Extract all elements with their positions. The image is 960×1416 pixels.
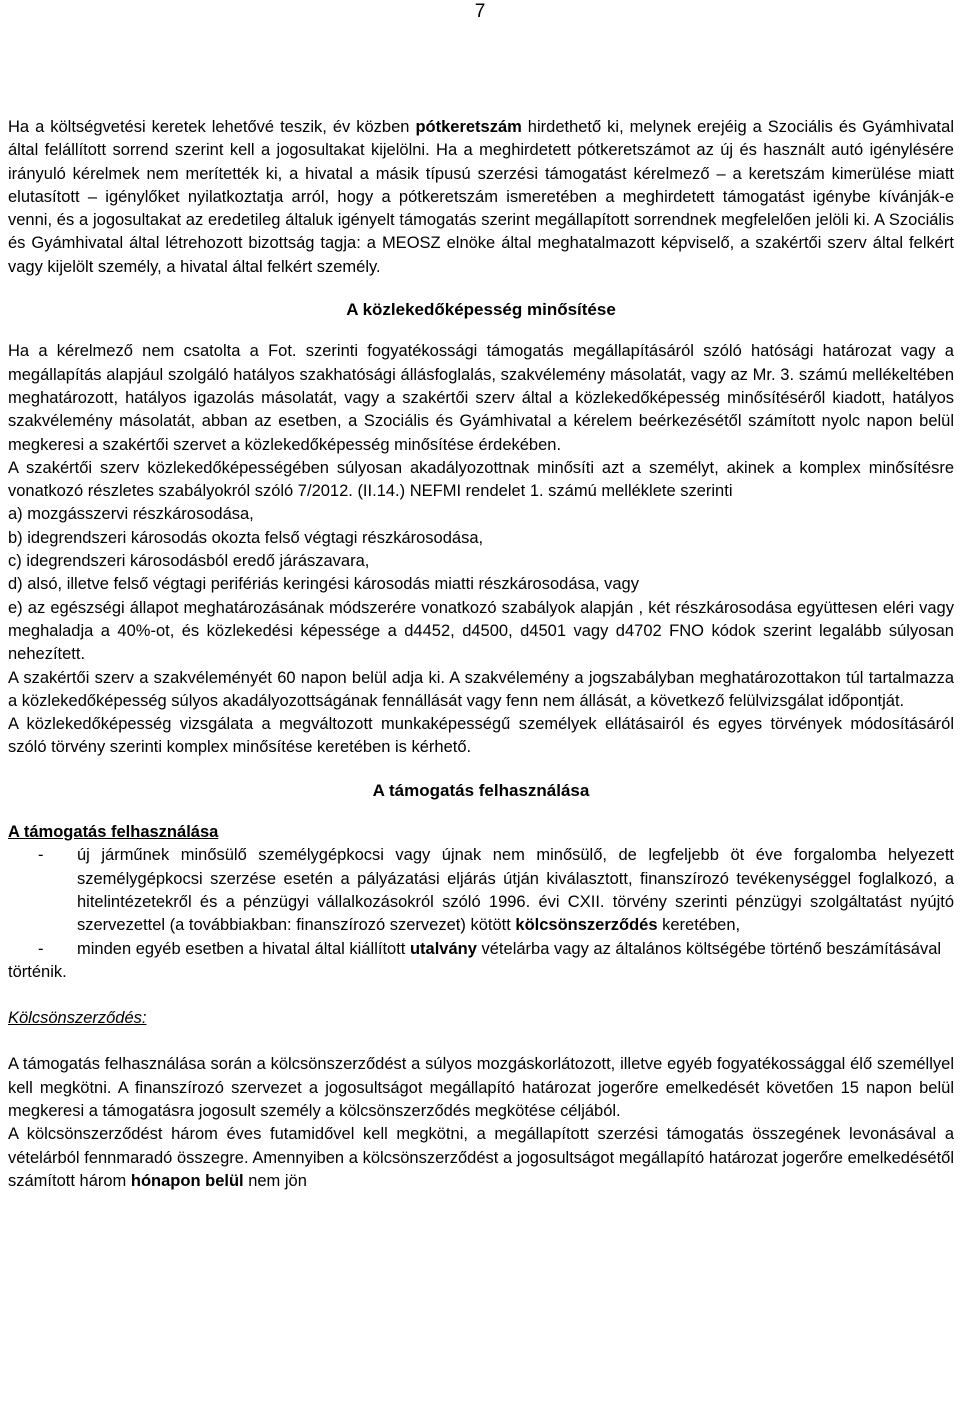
text-run: új járműnek minősülő személygépkocsi vagy újnak nem minősülő, de legfeljebb öt éve forgalomba helyezett személygépkocsi szerzése esetén a pályázatási eljárás útján kiválasztott, finanszírozó tevékenységgel foglalkozó, a hitelintézetekről és a pénzügyi vállalkozásokról szóló 1996. évi CXII. törvény szerinti pénzügyi szolgáltatást nyújtó szervezettel (a továbbiakban: finanszírozó szervezet) kötött <box>77 846 954 935</box>
text-run: keretében, <box>657 916 741 935</box>
subheading-text: A támogatás felhasználása <box>8 823 219 842</box>
subheading-text: Kölcsönszerződés: <box>8 1009 147 1028</box>
document-body <box>8 0 954 1193</box>
subheading-kolcsonszerzodes <box>8 1007 954 1030</box>
bold-term: hónapon belül <box>130 1171 244 1190</box>
bold-term: pótkeretszám <box>415 118 522 136</box>
bold-term: utalvány <box>409 939 477 958</box>
section-heading-tamogatas: A támogatás felhasználása <box>372 780 590 800</box>
list-letter-item: b) idegrendszeri károsodás okozta felső végtagi részkárosodása, <box>8 528 484 547</box>
list-letter-item: d) alsó, illetve felső végtagi perifériás keringési károsodás miatti részkárosodása, vagy <box>8 575 639 594</box>
text-run: Ha a költségvetési keretek lehetővé teszik, év közben <box>8 118 416 136</box>
dash-list-item <box>8 938 954 961</box>
list-letter-item: c) idegrendszeri károsodásból eredő járászavara, <box>8 552 370 571</box>
subheading-tamogatas <box>8 821 954 844</box>
paragraph-tortenik: történik. <box>8 962 67 981</box>
text-run: hirdethető ki, melynek erejéig a Szociális és Gyámhivatal által felállított sorrend szerint kell a jogosultakat kijelölni. Ha a meghirdetett pótkeretszámot az új és használt autó igénylésére irányuló kérelmek nem merítették ki, a hivatal a másik típusú szerzési támogatást kérelmező – a keretszám kimerülése miatt elutasított – igénylőket nyilatkoztatja arról, hogy a pótkeretszám ismeretében a meghirdetett támogatást igénybe kívánják-e venni, és a jogosultakat az eredetileg általuk igényelt támogatás szerint megállapított sorrendnek megfelelően jelöli ki. A Szociális és Gyámhivatal által létrehozott bizottság tagja: a MEOSZ elnöke által meghatalmazott képviselő, a szakértői szerv által felkért vagy kijelölt személy, a hivatal által felkért személy. <box>8 118 954 276</box>
text-run: A kölcsönszerződést három éves futamidővel kell megkötni, a megállapított szerzési támogatás összegének levonásával a vételárból fennmaradó összegre. Amennyiben a kölcsönszerződést a jogosultságot megállapító határozat jogerőre emelkedésétől számított három <box>8 1125 954 1190</box>
paragraph-pokeretszam <box>8 116 954 279</box>
dash-list-item <box>8 844 954 937</box>
paragraph-szakertoi-szerv: A szakértői szerv közlekedőképességében súlyosan akadályozottnak minősíti azt a személyt, akinek a komplex minősítésre vonatkozó részletes szabályokról szóló 7/2012. (II.14.) NEFMI rendelet 1. számú melléklete szerinti <box>8 458 954 501</box>
paragraph-futamido <box>8 1123 954 1193</box>
bold-term: kölcsönszerződés <box>515 916 658 935</box>
paragraph-kerelmezo: Ha a kérelmező nem csatolta a Fot. szerinti fogyatékossági támogatás megállapításáról szóló hatósági határozat vagy a megállapítás alapjául szolgáló hatályos szakhatósági állásfoglalás, szakvélemény másolatát, vagy az Mr. 3. számú mellékeltében meghatározott, hatályos igazolás másolatát, vagy a szakértői szerv által a közlekedőképesség minősítéséről kiadott, hatályos szakvélemény másolatát, abban az esetben, a Szociális és Gyámhivatal a kérelem beérkezésétől számított nyolc napon belül megkeresi a szakértői szervet a közlekedőképesség minősítése érdekében. <box>8 342 954 454</box>
paragraph-kolcsonszerzodes-megkotese: A támogatás felhasználása során a kölcsönszerződést a súlyos mozgáskorlátozott, illetve egyéb fogyatékossággal élő személlyel kell megkötni. A finanszírozó szervezet a jogosultságot megállapító határozat jogerőre emelkedését követően 15 napon belül megkeresi a támogatásra jogosult személy a kölcsönszerződés megkötése céljából. <box>8 1055 954 1120</box>
paragraph-szakvelemeny: A szakértői szerv a szakvéleményét 60 napon belül adja ki. A szakvélemény a jogszabályban meghatározottakon túl tartalmazza a közlekedőképesség súlyos akadályozottságának fennállását vagy fenn nem állását, a következő felülvizsgálat időpontját. <box>8 668 954 710</box>
list-letter-item: a) mozgásszervi részkárosodása, <box>8 505 254 524</box>
text-run: vételárba vagy az általános költségébe történő beszámításával <box>476 939 942 958</box>
paragraph-vizsgalat: A közlekedőképesség vizsgálata a megváltozott munkaképességű személyek ellátásairól és egyes törvények módosításáról szóló törvény szerinti komplex minősítése keretében is kérhető. <box>8 715 954 757</box>
section-heading-kozlekedokepesseg: A közlekedőképesség minősítése <box>346 300 616 320</box>
dash-bullet: - <box>38 939 44 958</box>
text-run: nem jön <box>243 1171 307 1190</box>
page-number: 7 <box>474 1 486 22</box>
dash-bullet: - <box>38 846 44 865</box>
list-letter-item: e) az egészségi állapot meghatározásának módszerére vonatkozó szabályok alapján , két részkárosodása együttesen eléri vagy meghaladja a 40%-ot, és közlekedési képessége a d4452, d4500, d4501 vagy d4702 FNO kódok szerint legalább súlyosan nehezített. <box>8 598 954 664</box>
text-run: minden egyéb esetben a hivatal által kiállított <box>77 939 410 958</box>
